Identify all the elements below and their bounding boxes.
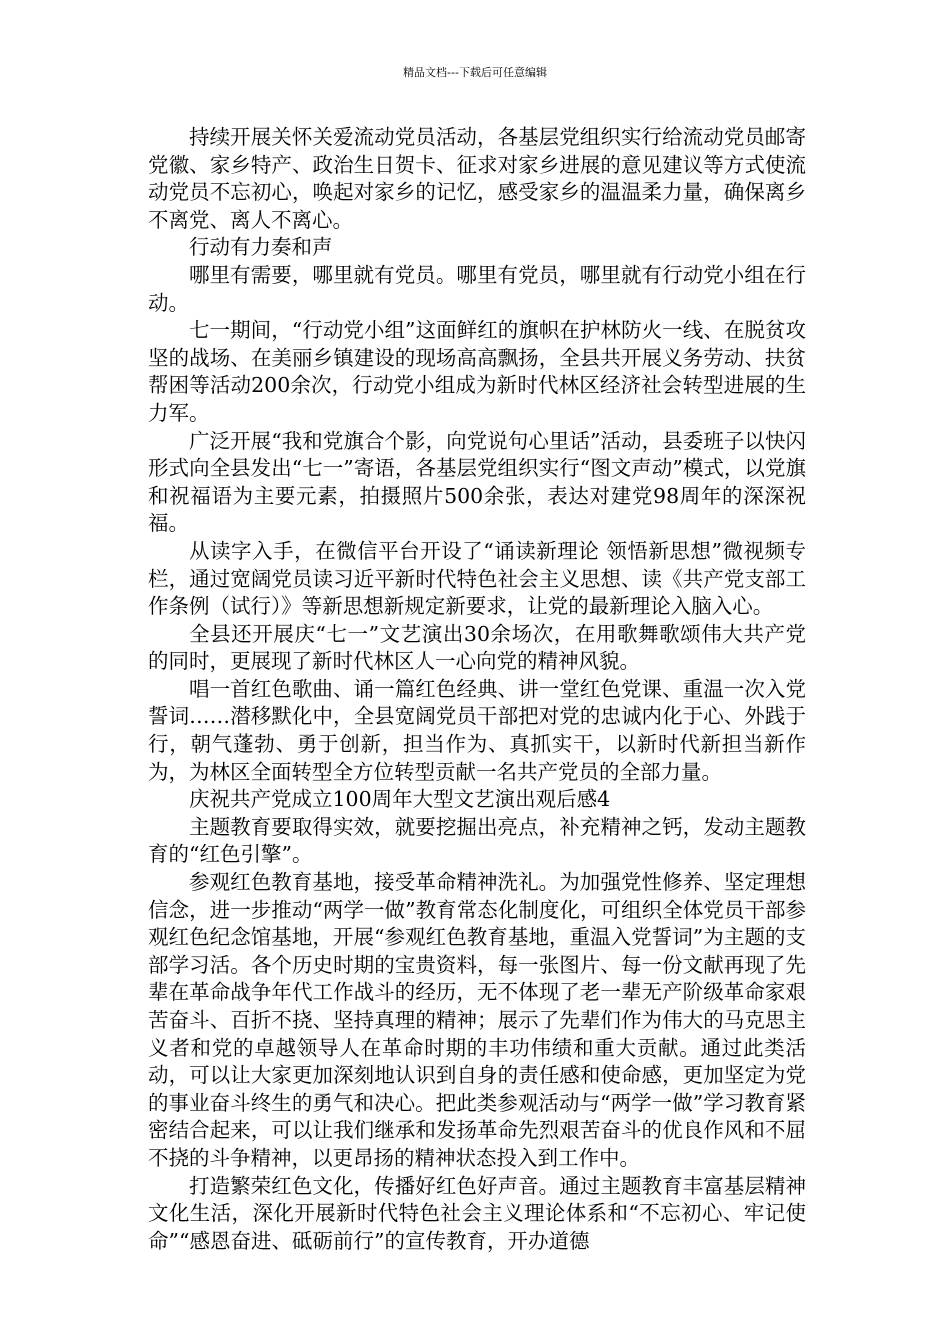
paragraph-3: 七一期间，“行动党小组”这面鲜红的旗帜在护林防火一线、在脱贫攻坚的战场、在美丽乡镇建设的现场高高飘扬，全县共开展义务劳动、扶贫帮困等活动200余次，行动党小组成为新时代林区经济社会转型进展的生力军。 xyxy=(148,318,806,425)
page-header: 精品文档---下载后可任意编辑 xyxy=(403,66,547,79)
paragraph-1: 持续开展关怀关爱流动党员活动，各基层党组织实行给流动党员邮寄党徽、家乡特产、政治生日贺卡、征求对家乡进展的意见建议等方式使流动党员不忘初心，唤起对家乡的记忆，感受家乡的温温柔力量，确保离乡不离党、离人不离心。 xyxy=(148,125,806,232)
paragraph-5: 从读字入手，在微信平台开设了“诵读新理论 领悟新思想”微视频专栏，通过宽阔党员读习近平新时代特色社会主义思想、读《共产党支部工作条例（试行）》等新思想新规定新要求，让党的最新理论入脑入心。 xyxy=(148,538,806,619)
paragraph-6: 全县还开展庆“七一”文艺演出30余场次，在用歌舞歌颂伟大共产党的同时，更展现了新时代林区人一心向党的精神风貌。 xyxy=(148,621,806,674)
section-heading-2: 庆祝共产党成立100周年大型文艺演出观后感4 xyxy=(189,787,611,812)
paragraph-7: 唱一首红色歌曲、诵一篇红色经典、讲一堂红色党课、重温一次入党誓词……潜移默化中，全县宽阔党员干部把对党的忠诚内化于心、外践于行，朝气蓬勃、勇于创新，担当作为、真抓实干，以新时代新担当新作为，为林区全面转型全方位转型贡献一名共产党员的全部力量。 xyxy=(148,676,806,784)
section-heading-1: 行动有力奏和声 xyxy=(189,235,333,260)
document-body xyxy=(148,124,806,1255)
paragraph-9: 参观红色教育基地，接受革命精神洗礼。为加强党性修养、坚定理想信念，进一步推动“两学一做”教育常态化制度化，可组织全体党员干部参观红色纪念馆基地，开展“参观红色教育基地，重温入党誓词”为主题的支部学习活。各个历史时期的宝贵资料，每一张图片、每一份文献再现了先辈在革命战争年代工作战斗的经历，无不体现了老一辈无产阶级革命家艰苦奋斗、百折不挠、坚持真理的精神；展示了先辈们作为伟大的马克思主义者和党的卓越领导人在革命时期的丰功伟绩和重大贡献。通过此类活动，可以让大家更加深刻地认识到自身的责任感和使命感，更加坚定为党的事业奋斗终生的勇气和决心。把此类参观活动与“两学一做”学习教育紧密结合起来，可以让我们继承和发扬革命先烈艰苦奋斗的优良作风和不屈不挠的斗争精神，以更昂扬的精神状态投入到工作中。 xyxy=(148,870,806,1170)
paragraph-10: 打造繁荣红色文化，传播好红色好声音。通过主题教育丰富基层精神文化生活，深化开展新时代特色社会主义理论体系和“不忘初心、牢记使命”“感恩奋进、砥砺前行”的宣传教育，开办道德 xyxy=(148,1173,806,1253)
paragraph-8: 主题教育要取得实效，就要挖掘出亮点，补充精神之钙，发动主题教育的“红色引擎”。 xyxy=(148,814,806,867)
paragraph-2: 哪里有需要，哪里就有党员。哪里有党员，哪里就有行动党小组在行动。 xyxy=(148,262,806,315)
paragraph-4: 广泛开展“我和党旗合个影，向党说句心里话”活动，县委班子以快闪形式向全县发出“七一”寄语，各基层党组织实行“图文声动”模式，以党旗和祝福语为主要元素，拍摄照片500余张，表达对建党98周年的深深祝福。 xyxy=(148,428,806,536)
